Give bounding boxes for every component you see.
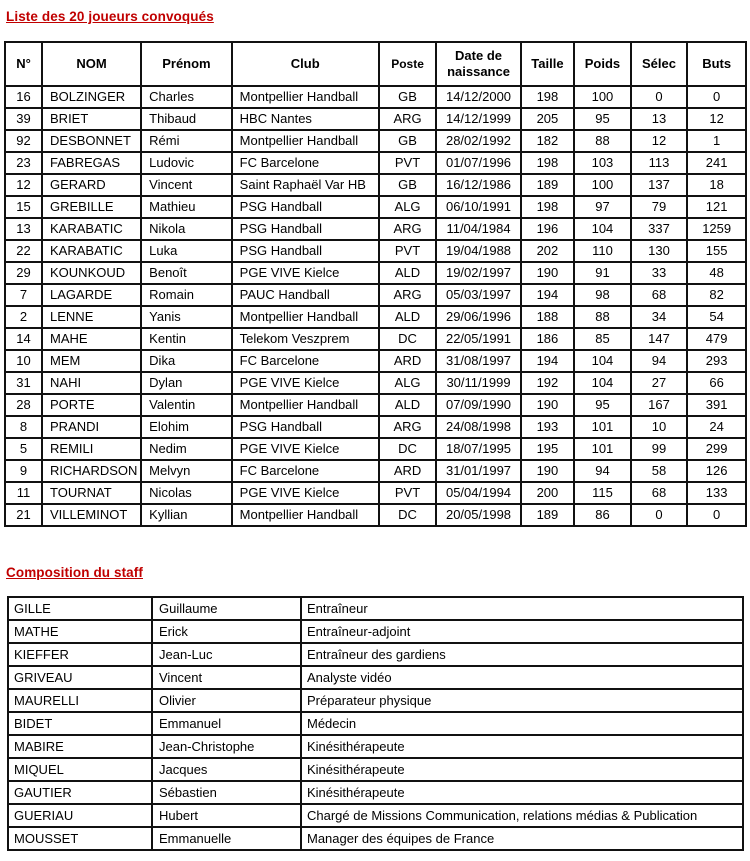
player-row	[5, 152, 746, 174]
cell-taille: 196	[521, 218, 574, 240]
staff-nom: GAUTIER	[8, 781, 152, 804]
cell-nom: LENNE	[42, 306, 141, 328]
cell-buts: 479	[687, 328, 746, 350]
staff-table	[7, 596, 744, 851]
player-row	[5, 350, 746, 372]
cell-poste: ALD	[379, 262, 437, 284]
player-row	[5, 504, 746, 526]
cell-date-naissance: 19/04/1988	[436, 240, 520, 262]
player-row	[5, 306, 746, 328]
cell-buts: 24	[687, 416, 746, 438]
cell-number: 31	[5, 372, 42, 394]
cell-date-naissance: 30/11/1999	[436, 372, 520, 394]
cell-taille: 189	[521, 504, 574, 526]
cell-poste: ALD	[379, 394, 437, 416]
cell-taille: 188	[521, 306, 574, 328]
cell-prenom: Kyllian	[141, 504, 232, 526]
cell-selec: 337	[631, 218, 688, 240]
cell-prenom: Charles	[141, 86, 232, 108]
staff-nom: KIEFFER	[8, 643, 152, 666]
cell-taille: 190	[521, 262, 574, 284]
cell-date-naissance: 06/10/1991	[436, 196, 520, 218]
staff-prenom: Vincent	[152, 666, 301, 689]
cell-club: PGE VIVE Kielce	[232, 372, 379, 394]
cell-poids: 88	[574, 306, 631, 328]
cell-number: 15	[5, 196, 42, 218]
player-row	[5, 174, 746, 196]
cell-buts: 66	[687, 372, 746, 394]
staff-row	[8, 827, 743, 850]
cell-club: PSG Handball	[232, 196, 379, 218]
cell-buts: 1259	[687, 218, 746, 240]
cell-buts: 1	[687, 130, 746, 152]
cell-date-naissance: 31/08/1997	[436, 350, 520, 372]
staff-prenom: Jean-Christophe	[152, 735, 301, 758]
cell-buts: 391	[687, 394, 746, 416]
cell-nom: PORTE	[42, 394, 141, 416]
staff-prenom: Emmanuelle	[152, 827, 301, 850]
staff-prenom: Jean-Luc	[152, 643, 301, 666]
cell-number: 5	[5, 438, 42, 460]
player-row	[5, 108, 746, 130]
header-taille: Taille	[521, 42, 574, 86]
player-row	[5, 416, 746, 438]
cell-poste: ARD	[379, 460, 437, 482]
cell-poids: 100	[574, 174, 631, 196]
player-row	[5, 130, 746, 152]
cell-prenom: Benoît	[141, 262, 232, 284]
cell-poids: 94	[574, 460, 631, 482]
cell-prenom: Vincent	[141, 174, 232, 196]
cell-number: 39	[5, 108, 42, 130]
cell-number: 14	[5, 328, 42, 350]
staff-nom: GILLE	[8, 597, 152, 620]
staff-nom: GUERIAU	[8, 804, 152, 827]
cell-taille: 202	[521, 240, 574, 262]
cell-nom: MAHE	[42, 328, 141, 350]
staff-row	[8, 781, 743, 804]
cell-number: 12	[5, 174, 42, 196]
cell-prenom: Dika	[141, 350, 232, 372]
staff-nom: MOUSSET	[8, 827, 152, 850]
cell-date-naissance: 07/09/1990	[436, 394, 520, 416]
cell-club: PGE VIVE Kielce	[232, 262, 379, 284]
cell-club: PSG Handball	[232, 416, 379, 438]
cell-number: 23	[5, 152, 42, 174]
cell-selec: 34	[631, 306, 688, 328]
cell-nom: DESBONNET	[42, 130, 141, 152]
cell-selec: 68	[631, 284, 688, 306]
cell-buts: 155	[687, 240, 746, 262]
cell-selec: 33	[631, 262, 688, 284]
cell-poids: 97	[574, 196, 631, 218]
cell-nom: VILLEMINOT	[42, 504, 141, 526]
header-nom: NOM	[42, 42, 141, 86]
cell-club: PSG Handball	[232, 218, 379, 240]
staff-row	[8, 666, 743, 689]
cell-poste: DC	[379, 328, 437, 350]
cell-poste: PVT	[379, 240, 437, 262]
cell-prenom: Rémi	[141, 130, 232, 152]
cell-buts: 293	[687, 350, 746, 372]
cell-poste: ARG	[379, 416, 437, 438]
staff-fonction: Kinésithérapeute	[301, 781, 743, 804]
cell-club: PGE VIVE Kielce	[232, 482, 379, 504]
staff-row	[8, 643, 743, 666]
cell-prenom: Romain	[141, 284, 232, 306]
cell-number: 2	[5, 306, 42, 328]
cell-poids: 95	[574, 394, 631, 416]
staff-fonction: Kinésithérapeute	[301, 758, 743, 781]
cell-club: PSG Handball	[232, 240, 379, 262]
cell-date-naissance: 14/12/1999	[436, 108, 520, 130]
cell-prenom: Elohim	[141, 416, 232, 438]
cell-taille: 198	[521, 152, 574, 174]
cell-poids: 86	[574, 504, 631, 526]
cell-number: 7	[5, 284, 42, 306]
cell-number: 21	[5, 504, 42, 526]
staff-prenom: Emmanuel	[152, 712, 301, 735]
staff-fonction: Préparateur physique	[301, 689, 743, 712]
cell-number: 16	[5, 86, 42, 108]
cell-poids: 101	[574, 416, 631, 438]
cell-taille: 205	[521, 108, 574, 130]
cell-date-naissance: 16/12/1986	[436, 174, 520, 196]
cell-prenom: Ludovic	[141, 152, 232, 174]
staff-fonction: Analyste vidéo	[301, 666, 743, 689]
staff-nom: MAURELLI	[8, 689, 152, 712]
cell-date-naissance: 31/01/1997	[436, 460, 520, 482]
cell-buts: 121	[687, 196, 746, 218]
player-row	[5, 394, 746, 416]
cell-nom: BRIET	[42, 108, 141, 130]
cell-date-naissance: 01/07/1996	[436, 152, 520, 174]
staff-prenom: Guillaume	[152, 597, 301, 620]
cell-nom: RICHARDSON	[42, 460, 141, 482]
player-row	[5, 482, 746, 504]
staff-nom: MABIRE	[8, 735, 152, 758]
staff-fonction: Entraîneur des gardiens	[301, 643, 743, 666]
cell-club: PAUC Handball	[232, 284, 379, 306]
cell-club: Montpellier Handball	[232, 306, 379, 328]
cell-poids: 85	[574, 328, 631, 350]
cell-poids: 101	[574, 438, 631, 460]
cell-nom: BOLZINGER	[42, 86, 141, 108]
cell-selec: 167	[631, 394, 688, 416]
cell-club: Montpellier Handball	[232, 504, 379, 526]
staff-prenom: Sébastien	[152, 781, 301, 804]
cell-date-naissance: 18/07/1995	[436, 438, 520, 460]
cell-poste: GB	[379, 174, 437, 196]
cell-poste: ALG	[379, 372, 437, 394]
staff-row	[8, 597, 743, 620]
cell-nom: FABREGAS	[42, 152, 141, 174]
cell-poste: ARD	[379, 350, 437, 372]
cell-buts: 54	[687, 306, 746, 328]
cell-buts: 0	[687, 504, 746, 526]
cell-nom: KARABATIC	[42, 240, 141, 262]
cell-club: Montpellier Handball	[232, 394, 379, 416]
header-number: N°	[5, 42, 42, 86]
cell-taille: 192	[521, 372, 574, 394]
staff-row	[8, 620, 743, 643]
staff-row	[8, 689, 743, 712]
cell-selec: 137	[631, 174, 688, 196]
cell-date-naissance: 05/04/1994	[436, 482, 520, 504]
cell-prenom: Luka	[141, 240, 232, 262]
cell-buts: 133	[687, 482, 746, 504]
cell-taille: 200	[521, 482, 574, 504]
staff-fonction: Kinésithérapeute	[301, 735, 743, 758]
cell-selec: 113	[631, 152, 688, 174]
player-row	[5, 438, 746, 460]
cell-date-naissance: 22/05/1991	[436, 328, 520, 350]
staff-prenom: Jacques	[152, 758, 301, 781]
cell-taille: 190	[521, 460, 574, 482]
cell-prenom: Yanis	[141, 306, 232, 328]
cell-nom: GREBILLE	[42, 196, 141, 218]
cell-taille: 182	[521, 130, 574, 152]
staff-nom: GRIVEAU	[8, 666, 152, 689]
cell-club: HBC Nantes	[232, 108, 379, 130]
cell-taille: 194	[521, 350, 574, 372]
cell-poste: PVT	[379, 482, 437, 504]
cell-poste: ALD	[379, 306, 437, 328]
cell-taille: 189	[521, 174, 574, 196]
staff-prenom: Olivier	[152, 689, 301, 712]
cell-prenom: Dylan	[141, 372, 232, 394]
cell-number: 92	[5, 130, 42, 152]
staff-nom: MATHE	[8, 620, 152, 643]
cell-selec: 12	[631, 130, 688, 152]
cell-poids: 95	[574, 108, 631, 130]
header-club: Club	[232, 42, 379, 86]
cell-nom: KARABATIC	[42, 218, 141, 240]
cell-club: Saint Raphaël Var HB	[232, 174, 379, 196]
staff-fonction: Entraîneur-adjoint	[301, 620, 743, 643]
cell-prenom: Mathieu	[141, 196, 232, 218]
cell-taille: 186	[521, 328, 574, 350]
staff-nom: BIDET	[8, 712, 152, 735]
header-poids: Poids	[574, 42, 631, 86]
cell-number: 13	[5, 218, 42, 240]
cell-poste: DC	[379, 438, 437, 460]
header-date-line2: naissance	[447, 64, 510, 79]
cell-club: FC Barcelone	[232, 350, 379, 372]
cell-club: Montpellier Handball	[232, 86, 379, 108]
cell-date-naissance: 28/02/1992	[436, 130, 520, 152]
cell-buts: 126	[687, 460, 746, 482]
player-row	[5, 196, 746, 218]
cell-buts: 82	[687, 284, 746, 306]
cell-selec: 79	[631, 196, 688, 218]
cell-buts: 241	[687, 152, 746, 174]
cell-taille: 194	[521, 284, 574, 306]
cell-club: FC Barcelone	[232, 460, 379, 482]
cell-nom: LAGARDE	[42, 284, 141, 306]
staff-fonction: Médecin	[301, 712, 743, 735]
cell-selec: 0	[631, 504, 688, 526]
cell-buts: 18	[687, 174, 746, 196]
header-prenom: Prénom	[141, 42, 232, 86]
cell-poste: GB	[379, 130, 437, 152]
player-row	[5, 460, 746, 482]
cell-poste: ARG	[379, 108, 437, 130]
player-row	[5, 240, 746, 262]
cell-prenom: Melvyn	[141, 460, 232, 482]
header-selec: Sélec	[631, 42, 688, 86]
cell-poste: PVT	[379, 152, 437, 174]
cell-nom: PRANDI	[42, 416, 141, 438]
cell-date-naissance: 11/04/1984	[436, 218, 520, 240]
staff-section-title: Composition du staff	[6, 565, 143, 580]
cell-number: 11	[5, 482, 42, 504]
cell-date-naissance: 29/06/1996	[436, 306, 520, 328]
staff-nom: MIQUEL	[8, 758, 152, 781]
cell-selec: 68	[631, 482, 688, 504]
cell-selec: 13	[631, 108, 688, 130]
cell-poste: ARG	[379, 218, 437, 240]
cell-nom: NAHI	[42, 372, 141, 394]
cell-number: 9	[5, 460, 42, 482]
cell-prenom: Nedim	[141, 438, 232, 460]
players-section-title: Liste des 20 joueurs convoqués	[6, 9, 214, 24]
cell-number: 10	[5, 350, 42, 372]
cell-date-naissance: 24/08/1998	[436, 416, 520, 438]
cell-taille: 198	[521, 196, 574, 218]
cell-poids: 104	[574, 372, 631, 394]
cell-selec: 130	[631, 240, 688, 262]
staff-prenom: Erick	[152, 620, 301, 643]
cell-number: 28	[5, 394, 42, 416]
cell-buts: 299	[687, 438, 746, 460]
cell-prenom: Thibaud	[141, 108, 232, 130]
cell-prenom: Nikola	[141, 218, 232, 240]
cell-taille: 195	[521, 438, 574, 460]
cell-poste: ALG	[379, 196, 437, 218]
players-table	[4, 41, 747, 527]
cell-buts: 48	[687, 262, 746, 284]
cell-poids: 104	[574, 218, 631, 240]
cell-poste: DC	[379, 504, 437, 526]
cell-date-naissance: 14/12/2000	[436, 86, 520, 108]
staff-prenom: Hubert	[152, 804, 301, 827]
cell-selec: 58	[631, 460, 688, 482]
cell-buts: 0	[687, 86, 746, 108]
cell-selec: 10	[631, 416, 688, 438]
cell-club: PGE VIVE Kielce	[232, 438, 379, 460]
cell-date-naissance: 19/02/1997	[436, 262, 520, 284]
header-date-line1: Date de	[455, 48, 502, 63]
cell-club: Montpellier Handball	[232, 130, 379, 152]
staff-fonction: Chargé de Missions Communication, relations médias & Publication	[301, 804, 743, 827]
header-buts: Buts	[687, 42, 746, 86]
player-row	[5, 372, 746, 394]
staff-row	[8, 804, 743, 827]
cell-poids: 98	[574, 284, 631, 306]
cell-selec: 0	[631, 86, 688, 108]
staff-row	[8, 712, 743, 735]
cell-number: 29	[5, 262, 42, 284]
cell-taille: 198	[521, 86, 574, 108]
cell-date-naissance: 20/05/1998	[436, 504, 520, 526]
cell-poste: GB	[379, 86, 437, 108]
staff-fonction: Manager des équipes de France	[301, 827, 743, 850]
staff-fonction: Entraîneur	[301, 597, 743, 620]
cell-number: 8	[5, 416, 42, 438]
player-row	[5, 86, 746, 108]
cell-selec: 94	[631, 350, 688, 372]
cell-poste: ARG	[379, 284, 437, 306]
cell-nom: KOUNKOUD	[42, 262, 141, 284]
cell-club: FC Barcelone	[232, 152, 379, 174]
cell-taille: 193	[521, 416, 574, 438]
cell-number: 22	[5, 240, 42, 262]
cell-poids: 110	[574, 240, 631, 262]
cell-taille: 190	[521, 394, 574, 416]
cell-poids: 91	[574, 262, 631, 284]
cell-date-naissance: 05/03/1997	[436, 284, 520, 306]
cell-poids: 100	[574, 86, 631, 108]
cell-poids: 103	[574, 152, 631, 174]
player-row	[5, 262, 746, 284]
players-header-row	[5, 42, 746, 86]
cell-club: Telekom Veszprem	[232, 328, 379, 350]
cell-nom: GERARD	[42, 174, 141, 196]
cell-selec: 27	[631, 372, 688, 394]
cell-poids: 115	[574, 482, 631, 504]
cell-prenom: Valentin	[141, 394, 232, 416]
player-row	[5, 284, 746, 306]
cell-prenom: Nicolas	[141, 482, 232, 504]
player-row	[5, 218, 746, 240]
cell-poids: 88	[574, 130, 631, 152]
header-date-naissance	[436, 42, 520, 86]
cell-poids: 104	[574, 350, 631, 372]
cell-nom: REMILI	[42, 438, 141, 460]
staff-row	[8, 758, 743, 781]
cell-selec: 99	[631, 438, 688, 460]
header-poste: Poste	[379, 42, 437, 86]
cell-nom: TOURNAT	[42, 482, 141, 504]
cell-nom: MEM	[42, 350, 141, 372]
staff-row	[8, 735, 743, 758]
cell-selec: 147	[631, 328, 688, 350]
cell-prenom: Kentin	[141, 328, 232, 350]
cell-buts: 12	[687, 108, 746, 130]
player-row	[5, 328, 746, 350]
